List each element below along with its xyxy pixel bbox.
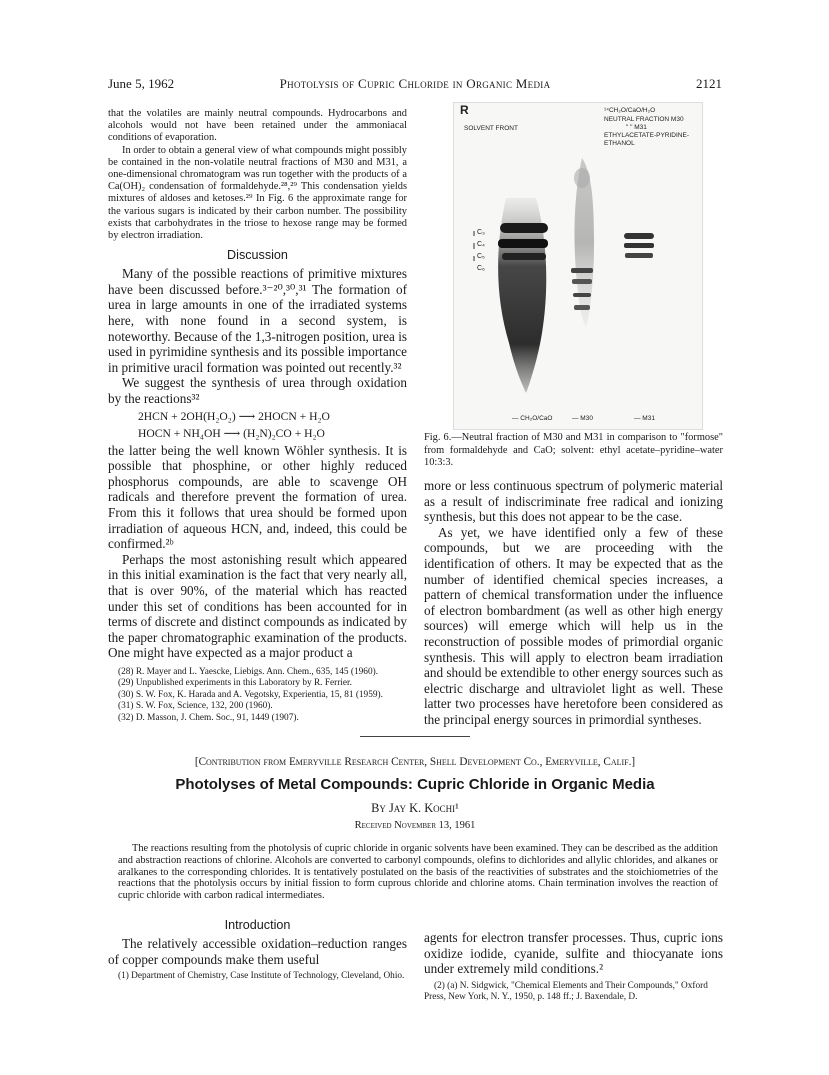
reference: (28) R. Mayer and L. Yaescke, Liebigs. Ann. Chem., 635, 145 (1960). (118, 666, 379, 677)
carbon-label: C₅ (477, 253, 485, 260)
header-date: June 5, 1962 (108, 76, 175, 91)
paragraph: Perhaps the most astonishing result which appeared in this initial examination is the fact that very nearly all, that is over 90%, of the material which has reacted under this set of conditions has been accounted for in terms of discrete and distinct compounds as indicated by the paper chromatographic examination of the products. One might have expected as a major product a (108, 551, 407, 661)
figure-legend: ¹⁴CH₂O/CaO/H₂O (604, 107, 656, 114)
chromatogram-image (454, 103, 702, 429)
lane-label: — CH₂O/CaO (512, 415, 553, 422)
section-divider (360, 736, 470, 737)
figure-legend: ETHANOL (604, 140, 635, 147)
author-byline: By Jay K. Kochi¹ (371, 801, 459, 815)
abstract: The reactions resulting from the photolysis of cupric chloride in organic solvents have been examined. They can be described as the addition and abstraction reactions of chlorine. Alcohols are converted to carbonyl compounds, olefins to dichlorides and allylic chlorides, and alkanes or aralkanes to the corresponding chlorides. It is tentatively postulated on the basis of the reactivities of substrates and the stoichiometries of the reactions that the photolysis occurs by initial fission to form cuprous chloride and chlorine atoms. Chain termination involves the reaction of cupric chloride with carbon radical intermediates. (118, 843, 718, 902)
page-number: 2121 (696, 76, 722, 91)
paragraph: In order to obtain a general view of what compounds might possibly be contained in the non-volatile neutral fractions of M30 and M31, a one-dimensional chromatogram was run together with the products of a Ca(OH)₂ condensation of formaldehyde.²⁸,²⁹ This condensation yields mixtures of aldoses and ketoses.²⁹ In Fig. 6 the approximate range for the various sugars is indicated by their carbon number. The possibility exists that carbohydrates in the triose to hexose range may be formed by electron irradiation. (108, 144, 407, 242)
lane-label: — M30 (572, 415, 593, 422)
paragraph: more or less continuous spectrum of polymeric material as a result of indiscriminate free radical and ionizing synthesis, but this does not appear to be the case. (424, 478, 723, 525)
reference: (30) S. W. Fox, K. Harada and A. Vegotsky, Experientia, 15, 81 (1959). (118, 689, 383, 700)
solvent-front-label: SOLVENT FRONT (464, 125, 518, 132)
contribution-line: [Contribution from Emeryville Research Center, Shell Development Co., Emeryville, Calif.] (194, 756, 636, 768)
figure-legend: " " M31 (626, 124, 647, 131)
equation: HOCN + NH₄OH ⟶ (H₂N)₂CO + H₂O (138, 426, 325, 440)
running-header (108, 76, 722, 92)
received-date: Received November 13, 1961 (354, 820, 476, 831)
reference: (29) Unpublished experiments in this Laboratory by R. Ferrier. (118, 678, 352, 689)
figure-legend: ETHYLACETATE-PYRIDINE- (604, 132, 689, 139)
introduction-right (424, 930, 723, 1013)
article-title: Photolyses of Metal Compounds: Cupric Chloride in Organic Media (175, 776, 655, 793)
paragraph: The relatively accessible oxidation–reduction ranges of copper compounds make them useful (108, 936, 407, 967)
carbon-label: C₆ (477, 265, 485, 272)
paragraph: that the volatiles are mainly neutral compounds. Hydrocarbons and alcohols would not have been retained under the ammoniacal conditions of evaporation. (108, 108, 407, 144)
figure-corner-mark: R (460, 103, 469, 117)
footnote: (1) Department of Chemistry, Case Institute of Technology, Cleveland, Ohio. (118, 971, 405, 982)
lane-label: — M31 (634, 415, 655, 422)
reference: (31) S. W. Fox, Science, 132, 200 (1960). (118, 701, 273, 712)
paragraph: As yet, we have identified only a few of these compounds, but we are proceeding with the identification of others. It may be expected that as the number of identified chemical species increases, a pattern of chemical transformation under the influence of electron bombardment (as well as other high energy sources) will emerge which will help us in the reconstruction of possible modes of primordial organic synthesis. This will apply to electron beam irradiation and should be extendible to other energy sources such as electric discharge and ultraviolet light as well. These latter two processes have heretofore been considered as the principal energy sources in primordial syntheses. (424, 524, 723, 727)
reference: (32) D. Masson, J. Chem. Soc., 91, 1449 (1907). (118, 712, 299, 723)
chromatogram-figure (453, 102, 703, 430)
footnote: (2) (a) N. Sidgwick, "Chemical Elements and Their Compounds," Oxford Press, New York, N. Y., 1950, p. 148 ff.; J. Baxendale, D. (424, 980, 708, 1003)
equation: 2HCN + 2OH(H₂O₂) ⟶ 2HOCN + H₂O (138, 409, 330, 423)
right-column (424, 478, 723, 728)
left-column (108, 108, 407, 724)
introduction-left (108, 918, 407, 992)
discussion-heading: Discussion (227, 248, 288, 263)
header-title: Photolysis of Cupric Chloride in Organic Media (279, 76, 551, 91)
paragraph: Many of the possible reactions of primitive mixtures have been discussed before.³⁻²⁰,³⁰,³¹ The formation of urea in large amounts in one of the irradiated systems here, with none found in a second system, is noteworthy. Because of the 1,3-nitrogen position, urea is used in pyrimidine synthesis and its possible importance in primitive uracil formation was pointed out recently.³² (108, 266, 407, 375)
carbon-label: C₄ (477, 241, 485, 248)
paragraph: agents for electron transfer processes. Thus, cupric ions oxidize iodide, cyanide, sulfite and thiocyanate ions under extremely mild conditions.² (424, 930, 723, 977)
references (108, 667, 407, 724)
figure-legend: NEUTRAL FRACTION M30 (604, 116, 684, 123)
figure-caption: Fig. 6.—Neutral fraction of M30 and M31 in comparison to "formose" from formaldehyde and CaO; solvent: ethyl acetate–pyridine–water 10:3:3. (424, 432, 723, 469)
carbon-label: C₃ (477, 229, 485, 236)
paragraph: the latter being the well known Wöhler synthesis. It is possible that phosphine, or other highly reduced phosphorus compounds, are able to scavenge OH radicals and therefore prevent the formation of urea. From this it follows that urea should be formed upon irradiation of aqueous HCN, and, indeed, this could be confirmed.²ᵇ (108, 442, 407, 552)
paragraph: We suggest the synthesis of urea through oxidation by the reactions³² (108, 375, 407, 406)
introduction-heading: Introduction (224, 918, 291, 932)
